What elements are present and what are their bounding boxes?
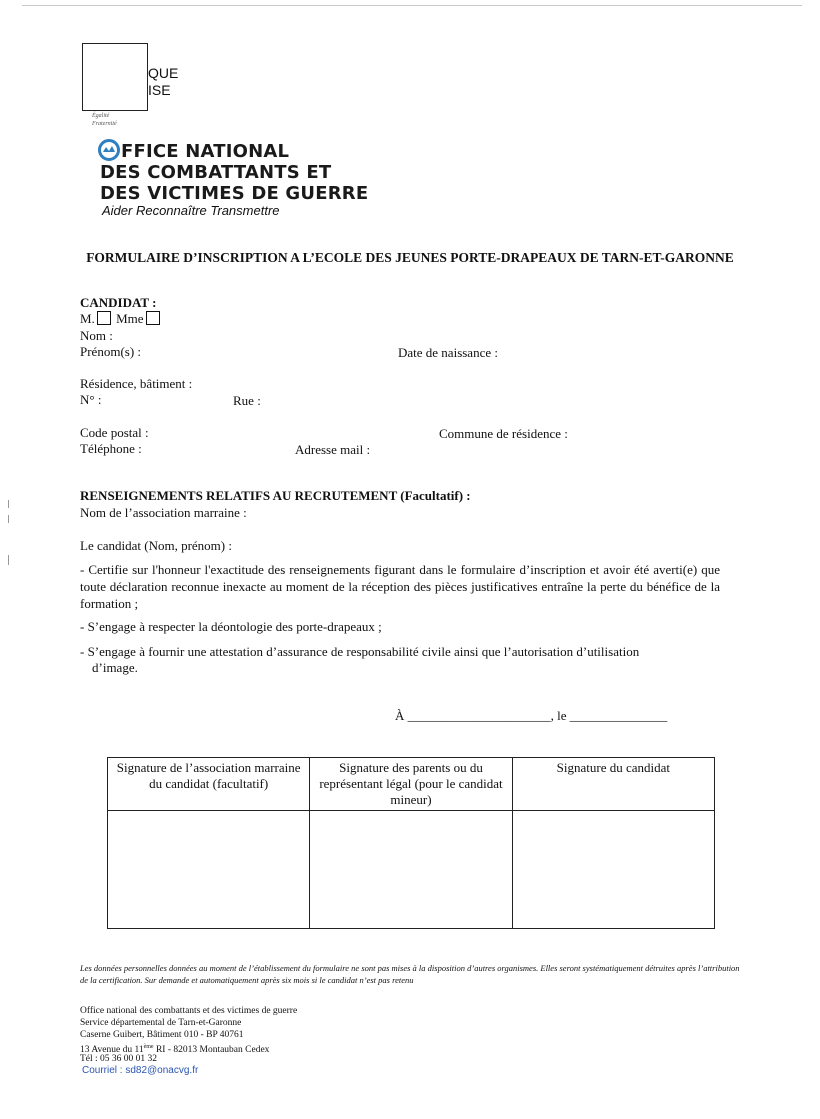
footer-email-link[interactable]: Courriel : sd82@onacvg.fr: [82, 1065, 199, 1076]
logo-text-republique: QUE: [148, 65, 179, 81]
address-line1: Office national des combattants et des victimes de guerre: [80, 1006, 298, 1016]
address-city: RI - 82013 Montauban Cedex: [153, 1045, 270, 1056]
address-ordinal: ème: [143, 1044, 154, 1050]
recruitment-heading: RENSEIGNEMENTS RELATIFS AU RECRUTEMENT (Facultatif) :: [80, 488, 471, 503]
residence-label: Résidence, bâtiment :: [80, 376, 193, 391]
footer-phone: Tél : 05 36 00 01 32: [80, 1054, 158, 1064]
checkbox-m[interactable]: [97, 311, 111, 325]
civility-mme-label: Mme: [116, 311, 144, 326]
association-label: Nom de l’association marraine :: [80, 505, 247, 520]
date-field[interactable]: _______________: [569, 708, 668, 723]
place-date-line: [395, 708, 667, 724]
insurance-paragraph-line2: d’image.: [92, 660, 138, 675]
prenom-label: Prénom(s) :: [80, 344, 142, 359]
rue-label: Rue :: [233, 393, 261, 408]
signature-association-header: Signature de l’association marraine du candidat (facultatif): [108, 758, 310, 811]
org-name-line3: DES VICTIMES DE GUERRE: [100, 183, 369, 204]
scan-mark: [8, 515, 9, 523]
certify-paragraph: - Certifie sur l'honneur l'exactitude des renseignements figurant dans le formulaire d’inscription et avoir été averti(e) que toute déclaration reconnue inexacte au moment de la réception des pièces justificatives entraîne la perte du bénéfice de la formation ;: [80, 562, 720, 611]
commune-label: Commune de résidence :: [439, 426, 568, 441]
email-label: Adresse mail :: [295, 442, 371, 457]
address-line3: Caserne Guibert, Bâtiment 010 - BP 40761: [80, 1030, 244, 1040]
org-name-line1: FFICE NATIONAL: [121, 141, 290, 162]
date-label: , le: [550, 708, 567, 723]
nom-label: Nom :: [80, 328, 113, 343]
candidate-heading: CANDIDAT :: [80, 295, 157, 310]
address-street: 13 Avenue du 11: [80, 1045, 144, 1056]
deontology-paragraph: - S’engage à respecter la déontologie des porte-drapeaux ;: [80, 619, 382, 634]
marianne-logo-box: [82, 43, 148, 111]
signature-candidate-box[interactable]: [512, 811, 714, 929]
insurance-paragraph-line1: - S’engage à fournir une attestation d’assurance de responsabilité civile ainsi que l’autorisation d’utilisation: [80, 644, 640, 659]
signature-parents-box[interactable]: [310, 811, 512, 929]
place-field[interactable]: ______________________: [407, 708, 551, 723]
motto-fraternite: Fraternité: [92, 121, 117, 127]
birthdate-label: Date de naissance :: [398, 345, 498, 360]
onac-emblem-icon: [98, 139, 120, 161]
motto-egalite: Égalité: [92, 113, 110, 119]
signature-header-row: [108, 758, 715, 811]
org-tagline: Aider Reconnaître Transmettre: [102, 203, 280, 218]
scan-mark: [8, 500, 9, 508]
signature-candidate-header: Signature du candidat: [512, 758, 714, 811]
privacy-notice: Les données personnelles données au moment de l’établissement du formulaire ne sont pas mises à la disposition d’autres organismes. Elles seront systématiquement détruites après l’attribution de la certification. Sur demande et automatiquement après six mois si le candidat n’est pas retenu: [80, 963, 740, 985]
address-line2: Service départemental de Tarn-et-Garonne: [80, 1018, 242, 1028]
form-title: FORMULAIRE D’INSCRIPTION A L’ECOLE DES JEUNES PORTE-DRAPEAUX DE TARN-ET-GARONNE: [86, 250, 734, 265]
numero-label: N° :: [80, 392, 102, 407]
civility-row: [80, 311, 160, 327]
place-label: À: [395, 708, 405, 723]
org-name-line2: DES COMBATTANTS ET: [100, 162, 332, 183]
page-edge-line: [22, 5, 802, 6]
signature-association-box[interactable]: [108, 811, 310, 929]
signature-box-row: [108, 811, 715, 929]
phone-label: Téléphone :: [80, 441, 142, 456]
signature-parents-header: Signature des parents ou du représentant légal (pour le candidat mineur): [310, 758, 512, 811]
signature-table: [107, 757, 715, 929]
civility-m-label: M.: [80, 311, 95, 326]
postal-code-label: Code postal :: [80, 425, 149, 440]
candidate-name-label: Le candidat (Nom, prénom) :: [80, 538, 232, 553]
checkbox-mme[interactable]: [146, 311, 160, 325]
logo-text-francaise: ISE: [148, 82, 171, 98]
scan-mark: [8, 555, 9, 565]
